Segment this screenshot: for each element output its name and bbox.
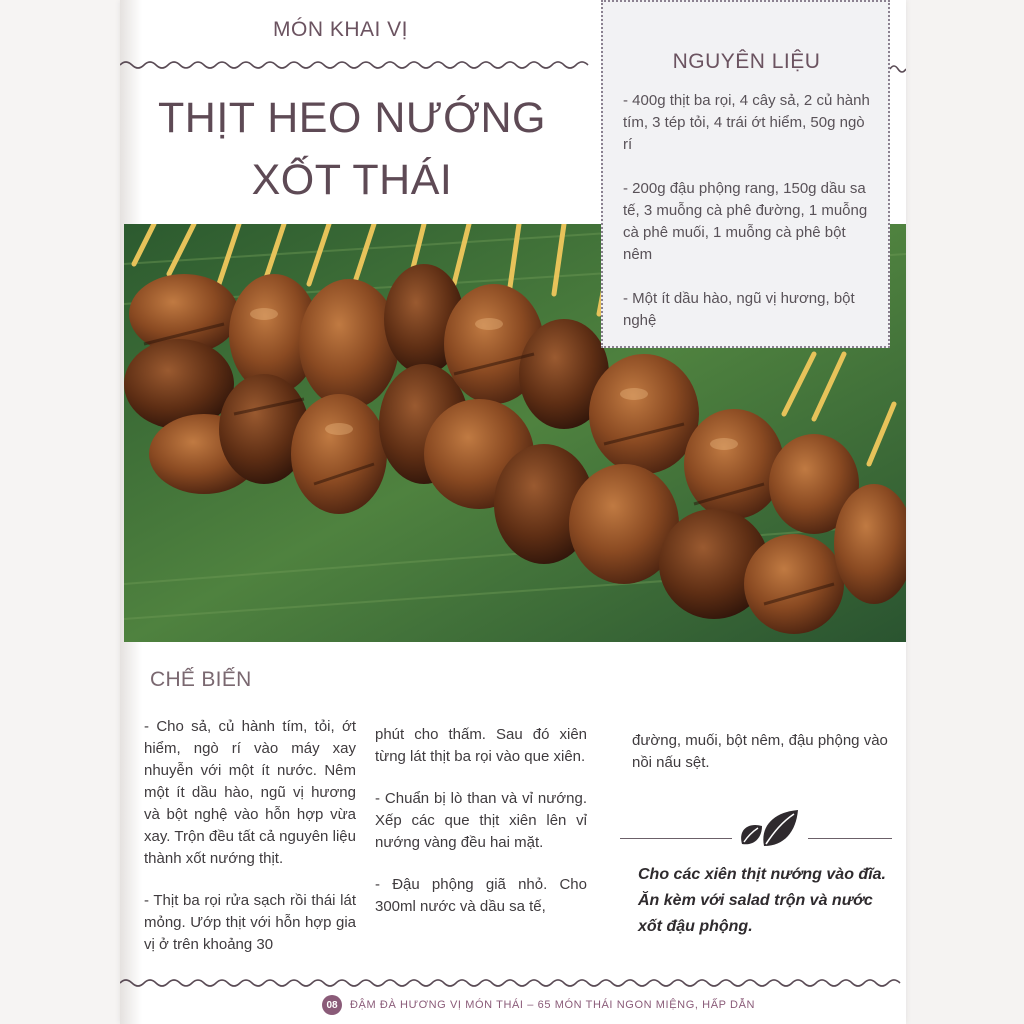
ingredients-heading: NGUYÊN LIỆU bbox=[672, 50, 821, 73]
book-page bbox=[120, 0, 906, 1024]
recipe-title-line2: XỐT THÁI bbox=[251, 156, 453, 204]
left-background bbox=[0, 0, 120, 1024]
right-background bbox=[906, 0, 1024, 1024]
ingredient-item: - 200g đậu phộng rang, 150g dầu sa tế, 3 muỗng cà phê đường, 1 muỗng cà phê muối, 1 muỗng cà phê bột nêm bbox=[623, 180, 868, 263]
method-step: phút cho thấm. Sau đó xiên từng lát thịt ba rọi vào que xiên. bbox=[375, 726, 587, 765]
method-step: - Chuẩn bị lò than và vỉ nướng. Xếp các que thịt xiên lên vỉ nướng vàng đều hai mặt. bbox=[375, 790, 587, 851]
tip-rule-right bbox=[808, 838, 892, 839]
page-number: 08 bbox=[322, 995, 342, 1015]
method-step: đường, muối, bột nêm, đậu phộng vào nồi nấu sệt. bbox=[632, 732, 888, 771]
page-footer bbox=[322, 996, 882, 1014]
top-wave-divider-right bbox=[890, 62, 906, 76]
serving-tip: Cho các xiên thịt nướng vào đĩa. Ăn kèm với salad trộn và nước xốt đậu phộng. bbox=[638, 866, 886, 935]
bottom-wave-divider bbox=[120, 976, 906, 990]
ingredients-box bbox=[601, 0, 890, 348]
method-heading: CHẾ BIẾN bbox=[150, 668, 252, 691]
tip-rule-left bbox=[620, 838, 732, 839]
ingredient-item: - Một ít dầu hào, ngũ vị hương, bột nghệ bbox=[623, 290, 855, 329]
method-step: - Cho sả, củ hành tím, tỏi, ớt hiểm, ngò rí vào máy xay nhuyễn với một ít nước. Nêm một ít dầu hào, ngũ vị hương và bột nghệ vào hỗn hợp vừa xay. Trộn đều tất cả nguyên liệu thành xốt nướng thịt. bbox=[144, 718, 356, 867]
recipe-title-line1: THỊT HEO NƯỚNG bbox=[158, 94, 546, 142]
book-title-footer: ĐẬM ĐÀ HƯƠNG VỊ MÓN THÁI – 65 MÓN THÁI NGON MIỆNG, HẤP DẪN bbox=[350, 999, 756, 1011]
leaf-icon bbox=[736, 808, 802, 848]
method-column-2 bbox=[375, 724, 587, 938]
method-column-3 bbox=[632, 730, 890, 794]
ingredient-item: - 400g thịt ba rọi, 4 cây sả, 2 củ hành tím, 3 tép tỏi, 4 trái ớt hiểm, 50g ngò rí bbox=[623, 92, 870, 153]
method-column-1 bbox=[144, 716, 356, 976]
top-wave-divider bbox=[120, 58, 594, 72]
method-step: - Đậu phộng giã nhỏ. Cho 300ml nước và dầu sa tế, bbox=[375, 876, 587, 915]
section-label: MÓN KHAI VỊ bbox=[273, 18, 409, 41]
method-step: - Thịt ba rọi rửa sạch rồi thái lát mỏng. Ướp thịt với hỗn hợp gia vị ở trên khoảng 30 bbox=[144, 892, 356, 953]
